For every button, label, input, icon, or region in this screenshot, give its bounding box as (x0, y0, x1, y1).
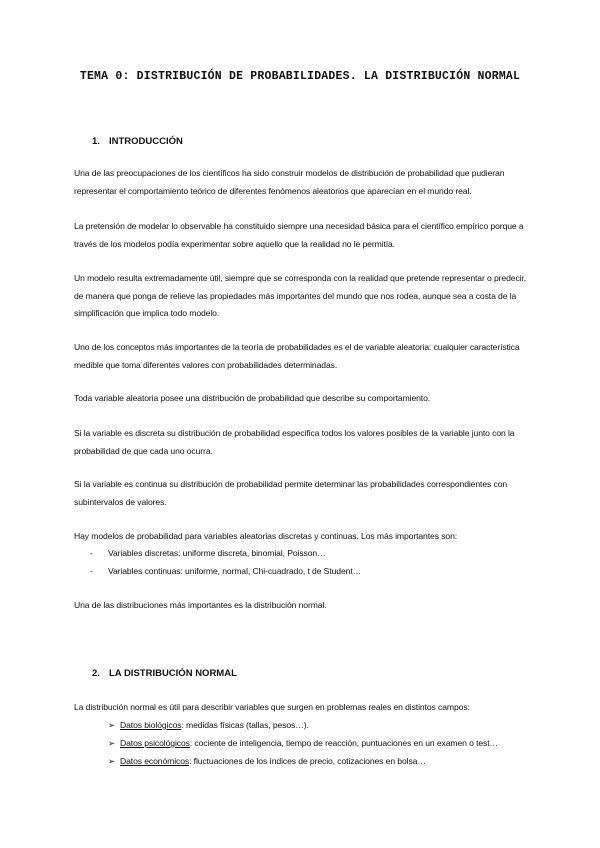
paragraph: La pretensión de modelar lo observable ha constituido siempre una necesidad básica para el científico empírico porque a través de los modelos podía experimentar sobre aquello que la realidad no le permitía. (74, 221, 524, 249)
section-heading-distribucion-normal (92, 668, 237, 679)
paragraph: Si la variable es discreta su distribución de probabilidad especifica todos los valores posibles de la variable junto con la probabilidad de que cada uno ocurra. (74, 428, 515, 456)
section-number: 2. (92, 668, 100, 679)
list-item (108, 716, 498, 734)
field-category: Datos económicos (120, 756, 190, 766)
list-item-text: Variables discretas: uniforme discreta, binomial, Poisson… (108, 548, 326, 558)
list-item (108, 752, 498, 770)
list-item-text: Variables continuas: uniforme, normal, Chi-cuadrado, t de Student… (108, 565, 362, 576)
list-item (74, 545, 361, 563)
section-title: LA DISTRIBUCIÓN NORMAL (109, 668, 237, 679)
field-category: Datos biológicos (120, 720, 182, 730)
section-title: INTRODUCCIÓN (109, 136, 183, 147)
paragraph: Hay modelos de probabilidad para variables aleatorias discretas y continuas. Los más importantes son: (74, 531, 458, 541)
field-description: : cociente de inteligencia, tiempo de reacción, puntuaciones en un examen o test… (189, 738, 499, 748)
list-item (108, 734, 498, 752)
model-list (74, 545, 361, 580)
list-marker: - (90, 548, 93, 558)
document-title: TEMA 0: DISTRIBUCIÓN DE PROBABILIDADES. LA DISTRIBUCIÓN NORMAL (79, 70, 521, 83)
fields-list (108, 716, 498, 770)
list-item (74, 563, 361, 581)
arrow-bullet-icon: ➢ (108, 720, 116, 730)
paragraph: Si la variable es continua su distribución de probabilidad permite determinar las probabilidades correspondientes con subintervalos de valores. (74, 479, 508, 507)
field-category: Datos psicológicos (120, 738, 190, 748)
section-number: 1. (92, 136, 100, 147)
paragraph: Uno de los conceptos más importantes de la teoría de probabilidades es el de variable aleatoria: cualquier característica medible que toma diferentes valores con probabilidades determinadas. (74, 342, 520, 370)
paragraph: La distribución normal es útil para describir variables que surgen en problemas reales en distintos campos: (74, 702, 470, 712)
arrow-bullet-icon: ➢ (108, 756, 116, 766)
paragraph: Una de las distribuciones más importantes es la distribución normal. (74, 600, 327, 610)
paragraph: Toda variable aleatoria posee una distribución de probabilidad que describe su comportamiento. (74, 393, 431, 403)
field-description: : medidas físicas (tallas, pesos…). (181, 720, 309, 730)
paragraph: Un modelo resulta extremadamente útil, siempre que se corresponda con la realidad que pretende representar o predecir, de manera que ponga de relieve las propiedades más importantes del mundo que nos rodea, aunque sea a costa de la simplificación que implica todo modelo. (74, 273, 527, 318)
field-description: : fluctuaciones de los índices de precio, cotizaciones en bolsa… (189, 756, 426, 766)
list-marker: - (90, 565, 93, 576)
section-heading-introduccion (92, 136, 183, 147)
arrow-bullet-icon: ➢ (108, 738, 116, 748)
paragraph: Una de las preocupaciones de los científicos ha sido construir modelos de distribución de probabilidad que pudieran representar el comportamiento teórico de diferentes fenómenos aleatorios que aparecían en el mundo real. (74, 168, 505, 196)
